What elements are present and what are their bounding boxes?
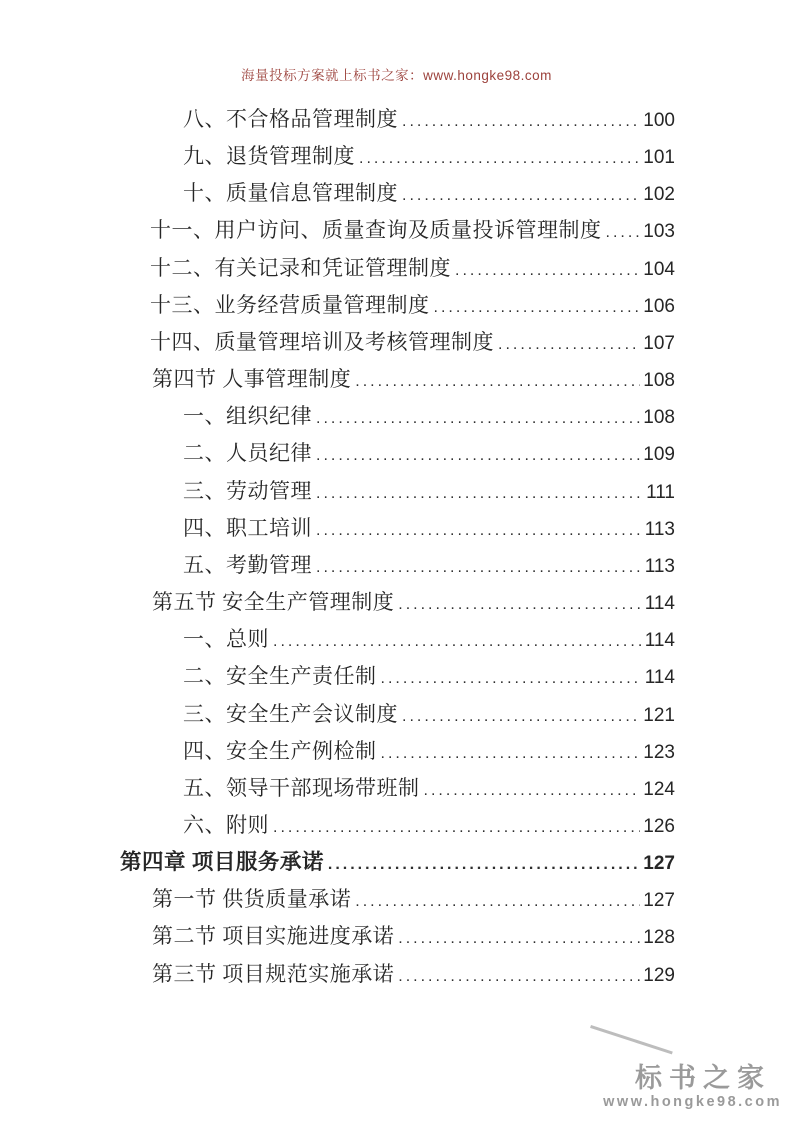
toc-entry-page: 114 xyxy=(644,630,675,652)
toc-leader-dots xyxy=(316,400,640,437)
toc-entry-page: 107 xyxy=(643,332,675,354)
toc-entry-text: 九、退货管理制度 xyxy=(183,144,355,169)
toc-entry-page: 121 xyxy=(643,704,675,726)
toc-entry-page: 127 xyxy=(643,890,675,912)
toc-leader-dots xyxy=(498,326,640,363)
toc-entry-text: 十三、业务经营质量管理制度 xyxy=(150,292,430,317)
toc-leader-dots xyxy=(381,660,642,697)
toc-entry xyxy=(0,621,793,658)
toc-entry xyxy=(0,733,793,770)
toc-entry xyxy=(0,138,793,175)
toc-entry xyxy=(0,510,793,547)
toc-entry-text: 三、安全生产会议制度 xyxy=(183,701,398,726)
toc-entry-text: 一、组织纪律 xyxy=(183,404,312,429)
toc-entry-text: 六、附则 xyxy=(183,812,269,837)
toc-leader-dots xyxy=(316,437,640,474)
toc-leader-dots xyxy=(424,772,641,809)
toc-entry xyxy=(0,696,793,733)
watermark-slash-icon xyxy=(590,1025,673,1054)
toc-entry xyxy=(0,918,793,955)
toc-entry-page: 109 xyxy=(643,444,675,466)
toc-entry-page: 111 xyxy=(646,481,675,503)
toc-entry-page: 108 xyxy=(643,370,675,392)
toc-entry xyxy=(0,547,793,584)
toc-leader-dots xyxy=(398,920,640,957)
toc-entry-page: 123 xyxy=(643,741,675,763)
watermark-logo: 标书之家 xyxy=(635,1063,771,1093)
toc-leader-dots xyxy=(455,252,640,289)
toc-entry-page: 106 xyxy=(643,295,675,317)
toc-entry xyxy=(0,175,793,212)
toc-entry-page: 129 xyxy=(643,964,675,986)
toc-entry-text: 第五节 安全生产管理制度 xyxy=(152,590,395,615)
toc-leader-dots xyxy=(316,512,642,549)
toc-entry-text: 十一、用户访问、质量查询及质量投诉管理制度 xyxy=(150,218,602,243)
toc-entry xyxy=(0,101,793,138)
toc-leader-dots xyxy=(273,809,640,846)
toc-entry-text: 八、不合格品管理制度 xyxy=(183,107,398,131)
toc-entry-text: 第三节 项目规范实施承诺 xyxy=(152,961,395,986)
toc-entry-page: 100 xyxy=(643,110,675,131)
toc-entry-text: 三、劳动管理 xyxy=(183,478,312,503)
header-promo-text: 海量投标方案就上标书之家：www.hongke98.com xyxy=(241,68,552,83)
toc-entry-page: 101 xyxy=(643,147,675,169)
toc-entry-text: 五、领导干部现场带班制 xyxy=(183,775,420,800)
toc-entry xyxy=(0,361,793,398)
toc-leader-dots xyxy=(328,846,640,883)
toc-leader-dots xyxy=(606,214,641,251)
toc-leader-dots xyxy=(398,958,640,995)
toc-entry xyxy=(0,435,793,472)
toc-entry-page: 114 xyxy=(644,593,675,615)
toc-entry-text: 十四、质量管理培训及考核管理制度 xyxy=(150,329,494,354)
toc-leader-dots xyxy=(355,363,640,400)
toc-entry-text: 第一节 供货质量承诺 xyxy=(152,887,352,912)
toc-entry-page: 113 xyxy=(644,555,675,577)
toc-leader-dots xyxy=(273,623,642,660)
toc-entry-page: 126 xyxy=(643,815,675,837)
toc-entry xyxy=(0,473,793,510)
toc-entry-text: 第四节 人事管理制度 xyxy=(152,367,352,392)
toc-entry-page: 102 xyxy=(643,184,675,206)
toc-entry-text: 十、质量信息管理制度 xyxy=(183,181,398,206)
toc-leader-dots xyxy=(359,140,640,177)
toc-leader-dots xyxy=(402,103,640,140)
toc-entry-page: 127 xyxy=(643,853,675,875)
toc-entry-text: 二、安全生产责任制 xyxy=(183,664,377,689)
toc-entry-text: 十二、有关记录和凭证管理制度 xyxy=(150,255,451,280)
toc-entry xyxy=(0,844,793,881)
toc-leader-dots xyxy=(316,549,642,586)
toc-leader-dots xyxy=(402,177,640,214)
watermark-url: www.hongke98.com xyxy=(603,1094,782,1110)
toc-entry-page: 114 xyxy=(644,667,675,689)
toc-entry-page: 113 xyxy=(644,518,675,540)
toc-leader-dots xyxy=(398,586,641,623)
toc-list xyxy=(0,101,793,993)
toc-leader-dots xyxy=(355,883,640,920)
toc-entry xyxy=(0,584,793,621)
toc-entry-page: 104 xyxy=(643,258,675,280)
toc-entry xyxy=(0,807,793,844)
toc-entry xyxy=(0,956,793,993)
toc-entry-page: 124 xyxy=(643,778,675,800)
toc-entry xyxy=(0,212,793,249)
toc-entry-page: 128 xyxy=(643,927,675,949)
toc-entry-text: 第二节 项目实施进度承诺 xyxy=(152,924,395,949)
toc-leader-dots xyxy=(434,289,641,326)
toc-entry xyxy=(0,287,793,324)
toc-entry-text: 五、考勤管理 xyxy=(183,552,312,577)
toc-leader-dots xyxy=(381,735,641,772)
toc-entry xyxy=(0,770,793,807)
toc-entry xyxy=(0,324,793,361)
toc-entry-text: 一、总则 xyxy=(183,627,269,652)
toc-entry xyxy=(0,658,793,695)
toc-entry-text: 第四章 项目服务承诺 xyxy=(120,850,324,875)
toc-entry xyxy=(0,881,793,918)
toc-entry-text: 四、职工培训 xyxy=(183,515,312,540)
toc-entry-text: 二、人员纪律 xyxy=(183,441,312,466)
toc-entry xyxy=(0,398,793,435)
toc-entry-page: 103 xyxy=(643,221,675,243)
toc-entry-text: 四、安全生产例检制 xyxy=(183,738,377,763)
toc-entry-page: 108 xyxy=(643,407,675,429)
toc-leader-dots xyxy=(316,475,643,512)
toc-leader-dots xyxy=(402,698,640,735)
toc-entry xyxy=(0,250,793,287)
